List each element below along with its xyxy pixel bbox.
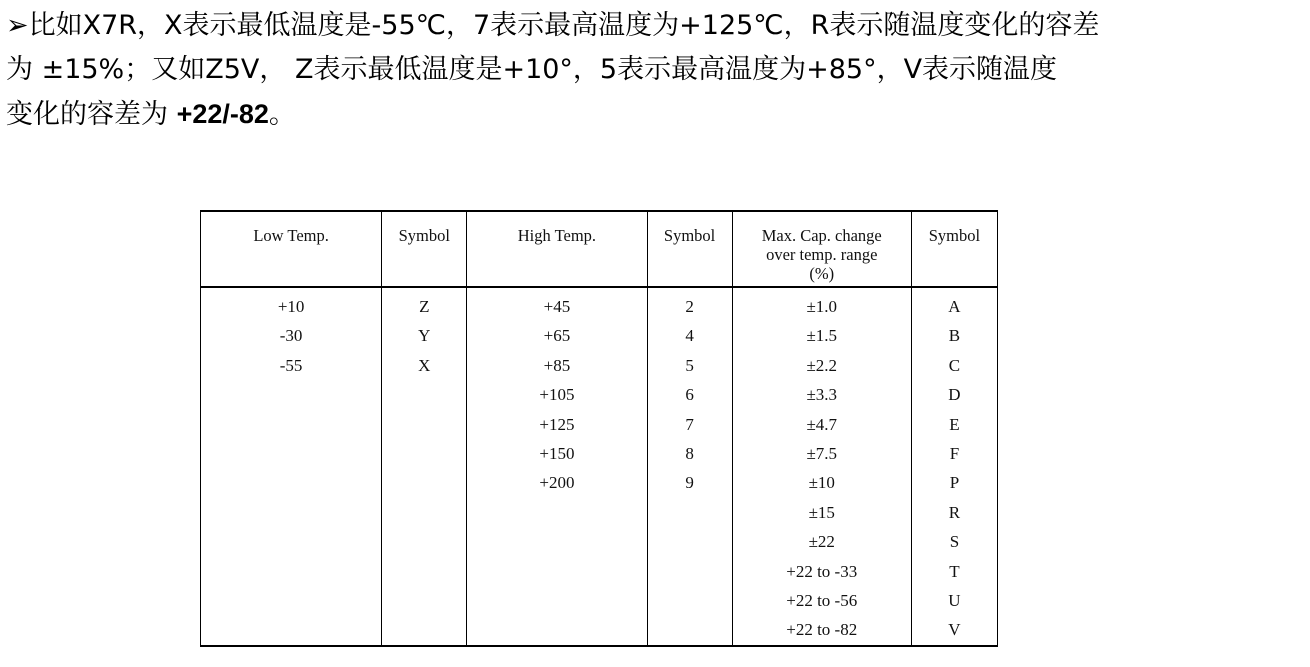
- symbol-high-cell: 7: [647, 410, 732, 439]
- table-row: [201, 287, 998, 321]
- table-row: [201, 439, 998, 468]
- cap-change-cell: +22 to -33: [732, 557, 911, 586]
- table-row: [201, 410, 998, 439]
- symbol-cap-cell: V: [911, 615, 997, 645]
- symbol-cap-cell: S: [911, 527, 997, 556]
- high-temp-cell: +150: [467, 439, 647, 468]
- high-temp-cell: [467, 557, 647, 586]
- symbol-high-cell: [647, 527, 732, 556]
- symbol-high-cell: 6: [647, 380, 732, 409]
- table-row: [201, 557, 998, 586]
- symbol-cap-cell: E: [911, 410, 997, 439]
- high-temp-cell: +65: [467, 321, 647, 350]
- header-symbol-cap: Symbol: [911, 211, 997, 287]
- low-temp-cell: [201, 615, 382, 645]
- paragraph-line-1: ➢比如X7R，X表示最低温度是-55℃，7表示最高温度为+125℃，R表示随温度变化的容差: [6, 10, 1100, 41]
- header-cap-change-line-2: over temp. range: [766, 245, 878, 264]
- high-temp-cell: [467, 527, 647, 556]
- symbol-low-cell: [382, 557, 467, 586]
- low-temp-cell: [201, 410, 382, 439]
- header-low-temp: Low Temp.: [201, 211, 382, 287]
- cap-change-cell: +22 to -56: [732, 586, 911, 615]
- paragraph-line-3-prefix: 变化的容差为: [6, 99, 177, 130]
- low-temp-cell: [201, 439, 382, 468]
- paragraph-line-2: 为 ±15%；又如Z5V， Z表示最低温度是+10°，5表示最高温度为+85°，V表示随温度: [6, 54, 1058, 85]
- cap-change-cell: ±7.5: [732, 439, 911, 468]
- symbol-high-cell: [647, 586, 732, 615]
- symbol-low-cell: [382, 527, 467, 556]
- symbol-cap-cell: F: [911, 439, 997, 468]
- low-temp-cell: [201, 468, 382, 497]
- table-row: [201, 468, 998, 497]
- symbol-cap-cell: R: [911, 498, 997, 527]
- cap-change-cell: ±10: [732, 468, 911, 497]
- low-temp-cell: [201, 380, 382, 409]
- symbol-high-cell: [647, 615, 732, 645]
- cap-change-cell: ±22: [732, 527, 911, 556]
- symbol-low-cell: X: [382, 351, 467, 380]
- symbol-cap-cell: A: [911, 287, 997, 321]
- symbol-low-cell: [382, 615, 467, 645]
- low-temp-cell: [201, 498, 382, 527]
- symbol-low-cell: [382, 468, 467, 497]
- symbol-high-cell: [647, 557, 732, 586]
- header-cap-change: [732, 211, 911, 287]
- symbol-low-cell: [382, 498, 467, 527]
- table-row: [201, 615, 998, 645]
- table-row: [201, 527, 998, 556]
- high-temp-cell: [467, 586, 647, 615]
- tolerance-value: +22/-82: [176, 99, 269, 129]
- symbol-low-cell: Z: [382, 287, 467, 321]
- description-paragraph: [6, 4, 1310, 136]
- cap-change-cell: ±4.7: [732, 410, 911, 439]
- cap-change-cell: ±3.3: [732, 380, 911, 409]
- header-symbol-high: Symbol: [647, 211, 732, 287]
- table-row: [201, 498, 998, 527]
- cap-change-cell: ±2.2: [732, 351, 911, 380]
- symbol-cap-cell: U: [911, 586, 997, 615]
- symbol-low-cell: [382, 380, 467, 409]
- cap-change-cell: ±1.0: [732, 287, 911, 321]
- paragraph-line-3: [6, 92, 1310, 136]
- high-temp-cell: +125: [467, 410, 647, 439]
- symbol-low-cell: [382, 586, 467, 615]
- header-cap-change-line-3: (%): [809, 264, 835, 283]
- table-row: [201, 351, 998, 380]
- table-header-row: [201, 211, 998, 287]
- symbol-cap-cell: D: [911, 380, 997, 409]
- table-row: [201, 586, 998, 615]
- capacitor-code-table: [200, 210, 998, 647]
- low-temp-cell: [201, 586, 382, 615]
- low-temp-cell: -30: [201, 321, 382, 350]
- table-row: [201, 380, 998, 409]
- table-body: [201, 287, 998, 646]
- high-temp-cell: +85: [467, 351, 647, 380]
- header-symbol-low: Symbol: [382, 211, 467, 287]
- symbol-cap-cell: T: [911, 557, 997, 586]
- symbol-high-cell: 5: [647, 351, 732, 380]
- symbol-cap-cell: C: [911, 351, 997, 380]
- symbol-cap-cell: B: [911, 321, 997, 350]
- high-temp-cell: [467, 498, 647, 527]
- high-temp-cell: [467, 615, 647, 645]
- header-high-temp: High Temp.: [467, 211, 647, 287]
- high-temp-cell: +200: [467, 468, 647, 497]
- symbol-low-cell: [382, 439, 467, 468]
- low-temp-cell: +10: [201, 287, 382, 321]
- symbol-high-cell: 8: [647, 439, 732, 468]
- symbol-high-cell: 2: [647, 287, 732, 321]
- low-temp-cell: [201, 557, 382, 586]
- low-temp-cell: -55: [201, 351, 382, 380]
- symbol-cap-cell: P: [911, 468, 997, 497]
- cap-change-cell: ±1.5: [732, 321, 911, 350]
- cap-change-cell: +22 to -82: [732, 615, 911, 645]
- symbol-high-cell: 4: [647, 321, 732, 350]
- cap-change-cell: ±15: [732, 498, 911, 527]
- symbol-low-cell: Y: [382, 321, 467, 350]
- paragraph-line-3-suffix: 。: [268, 99, 296, 130]
- high-temp-cell: +105: [467, 380, 647, 409]
- header-cap-change-line-1: Max. Cap. change: [761, 226, 882, 245]
- symbol-low-cell: [382, 410, 467, 439]
- symbol-high-cell: 9: [647, 468, 732, 497]
- high-temp-cell: +45: [467, 287, 647, 321]
- low-temp-cell: [201, 527, 382, 556]
- symbol-high-cell: [647, 498, 732, 527]
- table-row: [201, 321, 998, 350]
